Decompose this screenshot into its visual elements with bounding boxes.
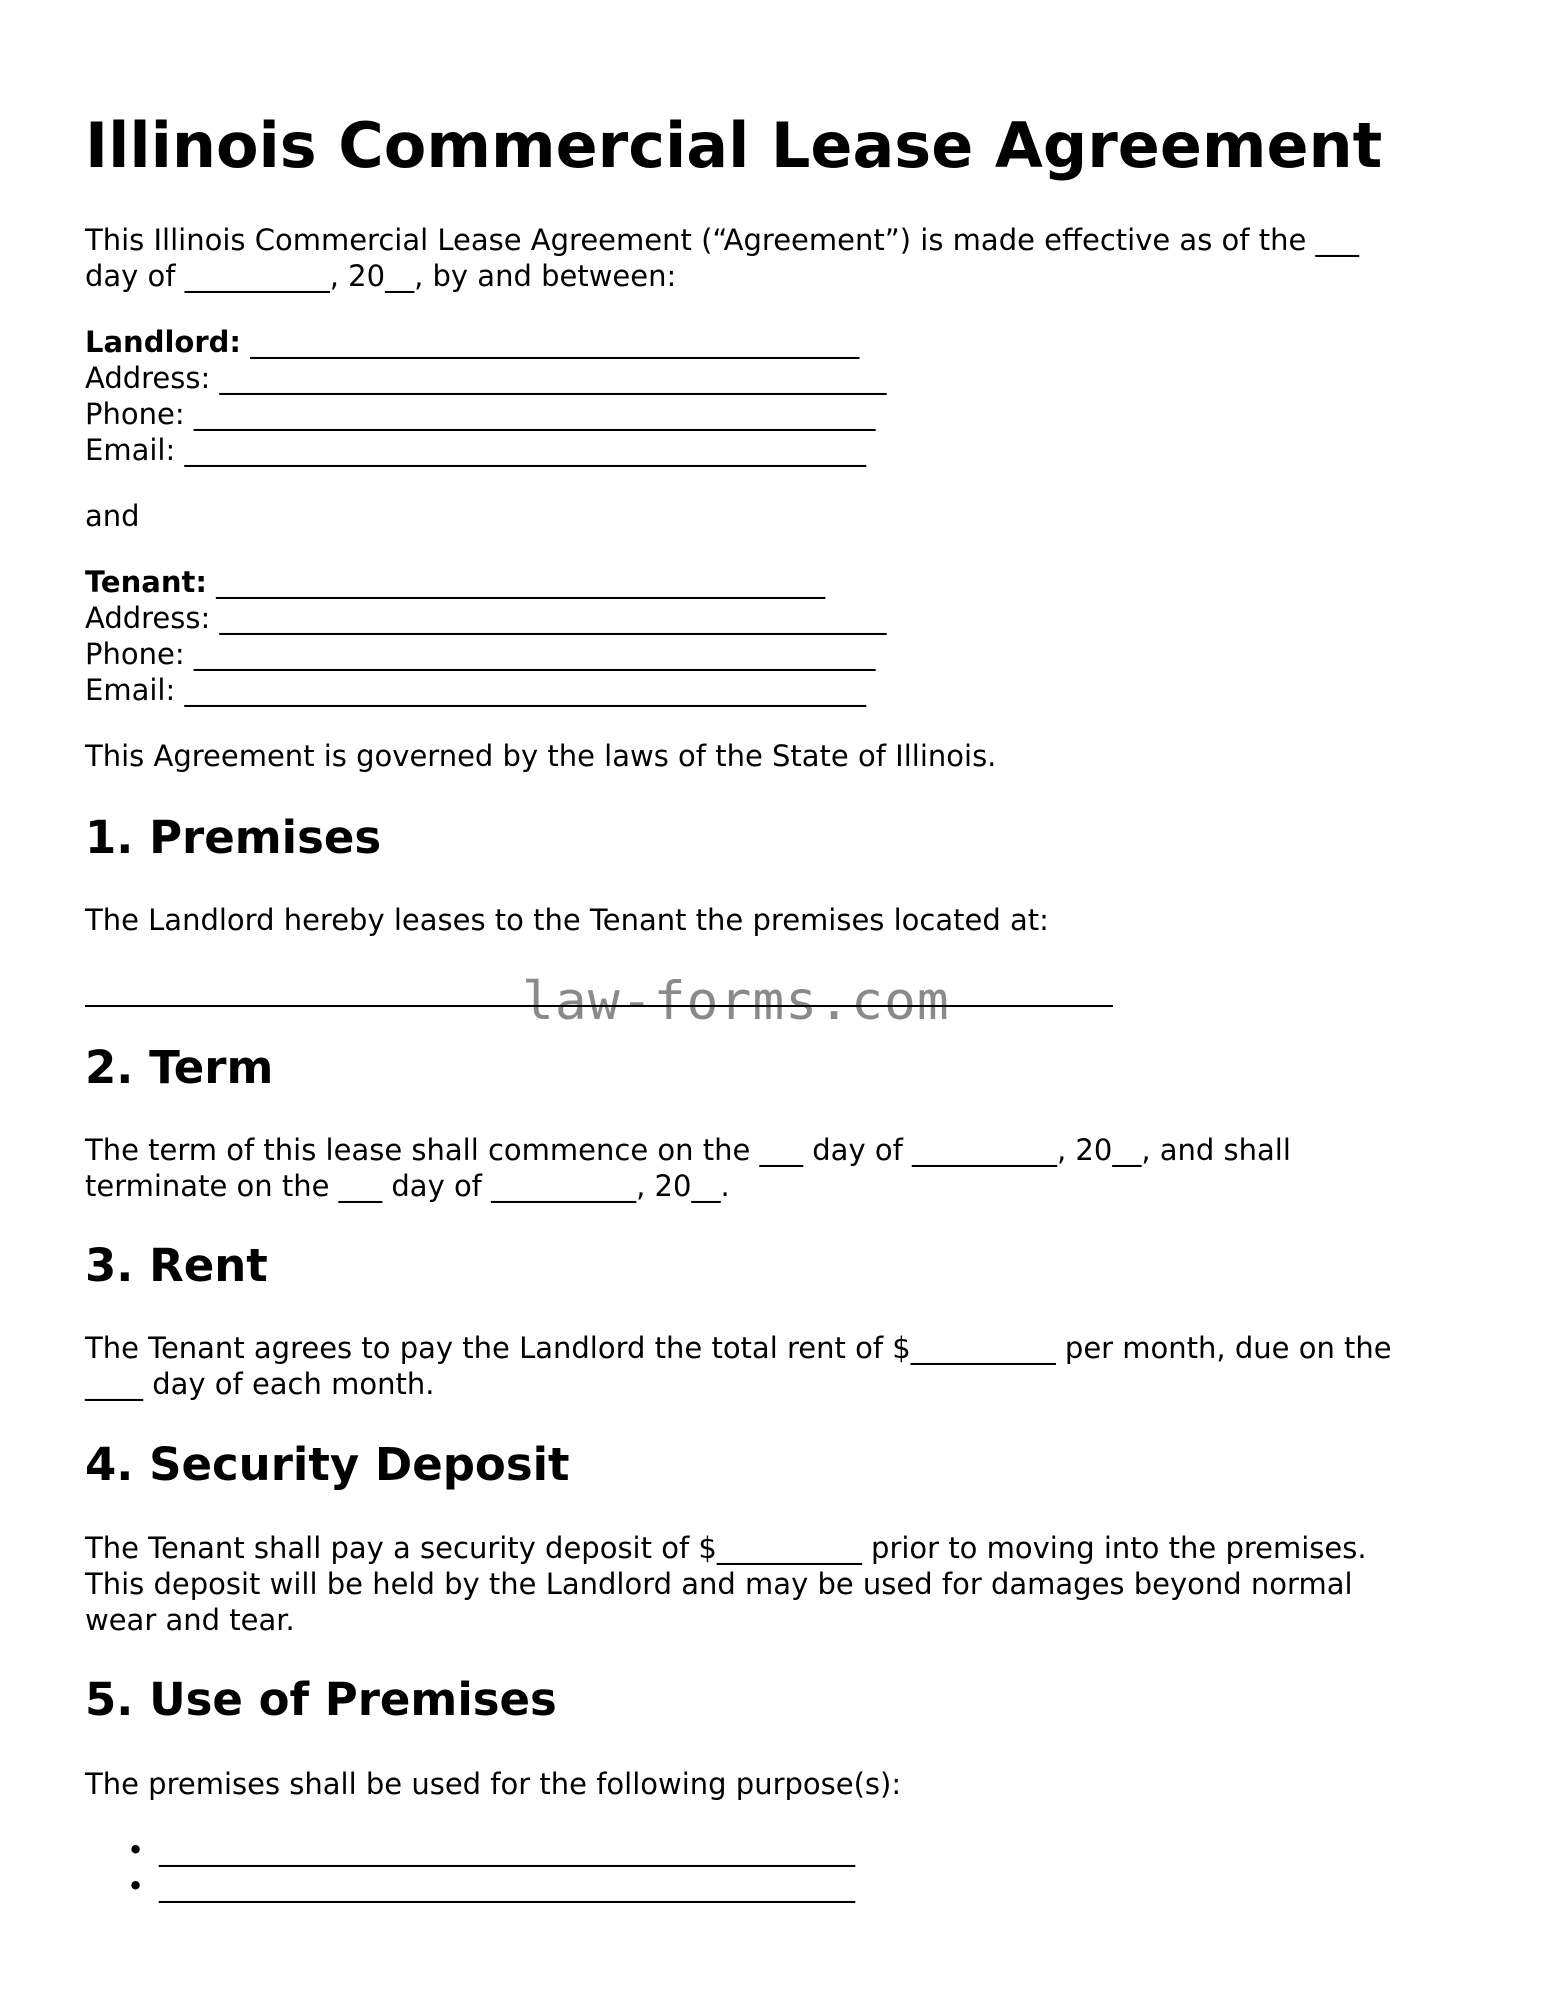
section-heading-security-deposit: 4. Security Deposit [85, 1438, 570, 1491]
bullet-icon: • [127, 1833, 145, 1867]
rent-line-1: The Tenant agrees to pay the Landlord the total rent of $__________ per month, due on the [85, 1331, 1392, 1365]
landlord-email[interactable]: Email: _______________________________________________ [85, 433, 866, 467]
premises-address-blank[interactable] [85, 1005, 525, 1007]
landlord-address[interactable]: Address: ______________________________________________ [85, 361, 887, 395]
list-item [85, 1832, 855, 1868]
section-heading-use-of-premises: 5. Use of Premises [85, 1673, 557, 1726]
tenant-name-line [85, 564, 825, 600]
bullet-icon: • [127, 1869, 145, 1903]
security-deposit-line-3: wear and tear. [85, 1603, 295, 1637]
tenant-email[interactable]: Email: _______________________________________________ [85, 673, 866, 707]
tenant-address[interactable]: Address: ______________________________________________ [85, 601, 887, 635]
landlord-label: Landlord: [85, 325, 241, 359]
list-item [85, 1868, 855, 1904]
purpose-blank-2[interactable]: ________________________________________________ [159, 1869, 855, 1903]
use-of-premises-text: The premises shall be used for the following purpose(s): [85, 1767, 902, 1801]
landlord-name-line [85, 324, 859, 360]
tenant-phone[interactable]: Phone: _______________________________________________ [85, 637, 876, 671]
intro-line-2: day of __________, 20__, by and between: [85, 259, 677, 293]
premises-address-blank-strike [525, 1005, 1113, 1007]
security-deposit-line-1: The Tenant shall pay a security deposit of $__________ prior to moving into the premises. [85, 1531, 1367, 1565]
security-deposit-line-2: This deposit will be held by the Landlord and may be used for damages beyond normal [85, 1567, 1353, 1601]
section-heading-premises: 1. Premises [85, 811, 382, 864]
purpose-blank-1[interactable]: ________________________________________________ [159, 1833, 855, 1867]
intro-line-1: This Illinois Commercial Lease Agreement (“Agreement”) is made effective as of the ___ [85, 223, 1360, 257]
rent-line-2: ____ day of each month. [85, 1367, 435, 1401]
and-text: and [85, 499, 140, 533]
section-heading-rent: 3. Rent [85, 1239, 268, 1292]
term-line-1: The term of this lease shall commence on the ___ day of __________, 20__, and shall [85, 1133, 1291, 1167]
use-of-premises-list [85, 1832, 855, 1904]
section-heading-term: 2. Term [85, 1041, 274, 1094]
tenant-name-blank[interactable]: __________________________________________ [206, 565, 826, 599]
landlord-name-blank[interactable]: __________________________________________ [240, 325, 860, 359]
watermark: law-forms.com [522, 971, 950, 1032]
document-title: Illinois Commercial Lease Agreement [85, 109, 1383, 182]
governing-law: This Agreement is governed by the laws of the State of Illinois. [85, 739, 997, 773]
premises-text: The Landlord hereby leases to the Tenant the premises located at: [85, 903, 1049, 937]
tenant-label: Tenant: [85, 565, 207, 599]
landlord-phone[interactable]: Phone: _______________________________________________ [85, 397, 876, 431]
term-line-2: terminate on the ___ day of __________, 20__. [85, 1169, 730, 1203]
